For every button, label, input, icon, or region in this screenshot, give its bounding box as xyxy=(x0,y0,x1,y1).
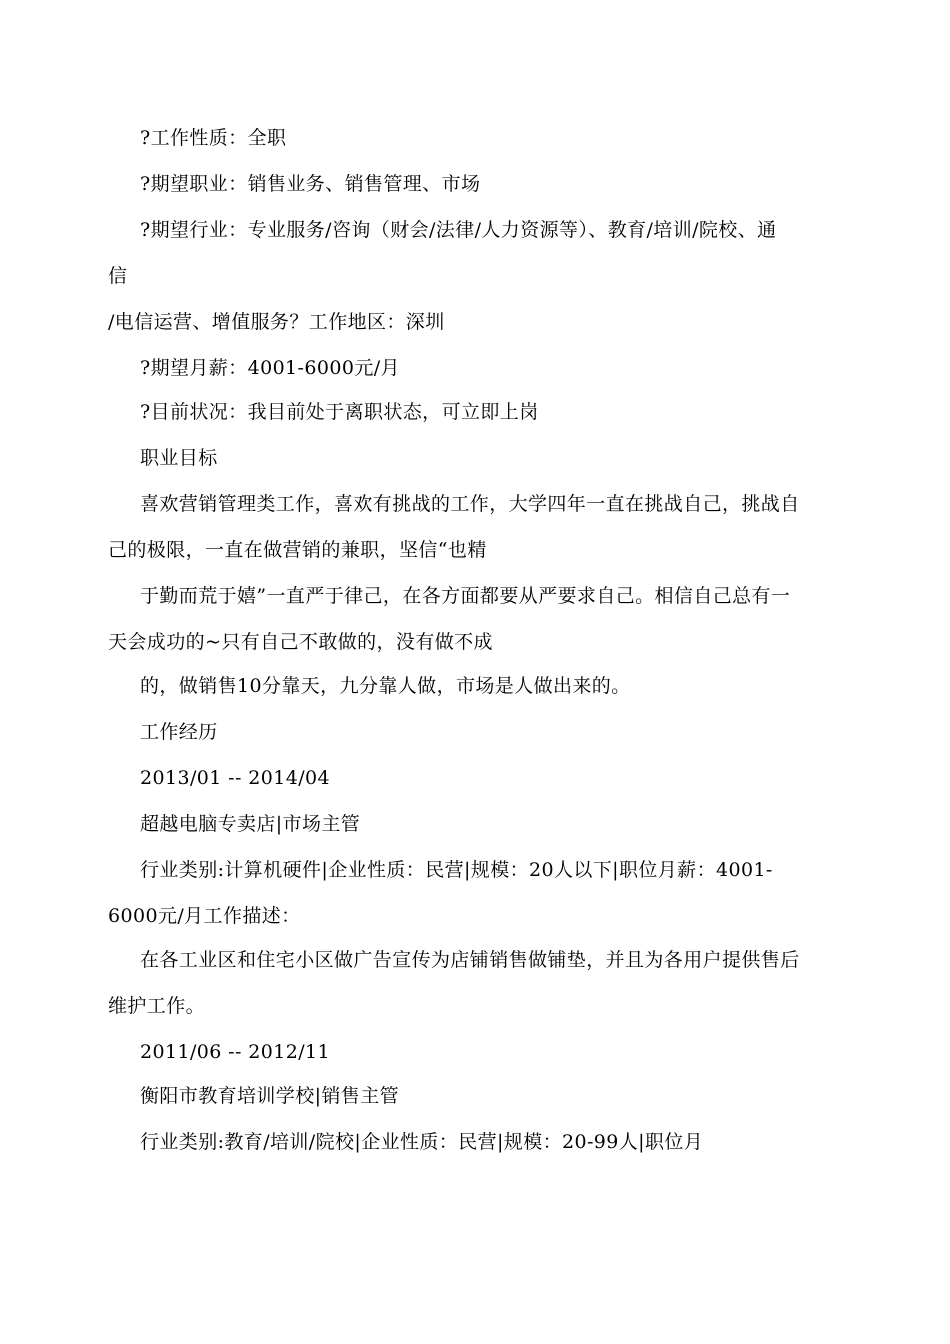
job-2-company-title: 衡阳市教育培训学校|销售主管 xyxy=(140,1085,400,1107)
career-goal-paragraph-line-5: 的，做销售10分靠天，九分靠人做，市场是人做出来的。 xyxy=(140,675,631,697)
job-1-period: 2013/01 -- 2014/04 xyxy=(140,767,330,789)
job-1-description-line-2: 维护工作。 xyxy=(108,995,206,1017)
current-status-line: ?目前状况：我目前处于离职状态，可立即上岗 xyxy=(140,401,539,423)
expected-industry-line-wrap: 信 xyxy=(108,265,128,287)
job-2-details: 行业类别:教育/培训/院校|企业性质：民营|规模：20-99人|职位月 xyxy=(140,1131,704,1153)
work-experience-heading: 工作经历 xyxy=(140,721,218,743)
expected-occupation-line: ?期望职业：销售业务、销售管理、市场 xyxy=(140,173,481,195)
expected-salary-line: ?期望月薪：4001-6000元/月 xyxy=(140,357,400,379)
career-goal-paragraph-line-1: 喜欢营销管理类工作，喜欢有挑战的工作，大学四年一直在挑战自己，挑战自 xyxy=(140,493,800,515)
job-1-details-wrap: 6000元/月工作描述： xyxy=(108,905,301,927)
expected-industry-line: ?期望行业：专业服务/咨询（财会/法律/人力资源等）、教育/培训/院校、通 xyxy=(140,219,777,241)
job-2-period: 2011/06 -- 2012/11 xyxy=(140,1041,330,1063)
job-1-description-line-1: 在各工业区和住宅小区做广告宣传为店铺销售做铺垫，并且为各用户提供售后 xyxy=(140,949,800,971)
career-goal-paragraph-line-4: 天会成功的~只有自己不敢做的，没有做不成 xyxy=(108,631,493,653)
job-type-line: ?工作性质：全职 xyxy=(140,127,287,149)
career-goal-paragraph-line-3: 于勤而荒于嬉”一直严于律己，在各方面都要从严要求自己。相信自己总有一 xyxy=(140,585,791,607)
job-1-details: 行业类别:计算机硬件|企业性质：民营|规模：20人以下|职位月薪：4001- xyxy=(140,859,773,881)
industry-and-location-line: /电信运营、增值服务？工作地区：深圳 xyxy=(108,311,445,333)
job-1-company-title: 超越电脑专卖店|市场主管 xyxy=(140,813,361,835)
career-goal-paragraph-line-2: 己的极限，一直在做营销的兼职，坚信“也精 xyxy=(108,539,487,561)
career-goal-heading: 职业目标 xyxy=(140,447,218,469)
